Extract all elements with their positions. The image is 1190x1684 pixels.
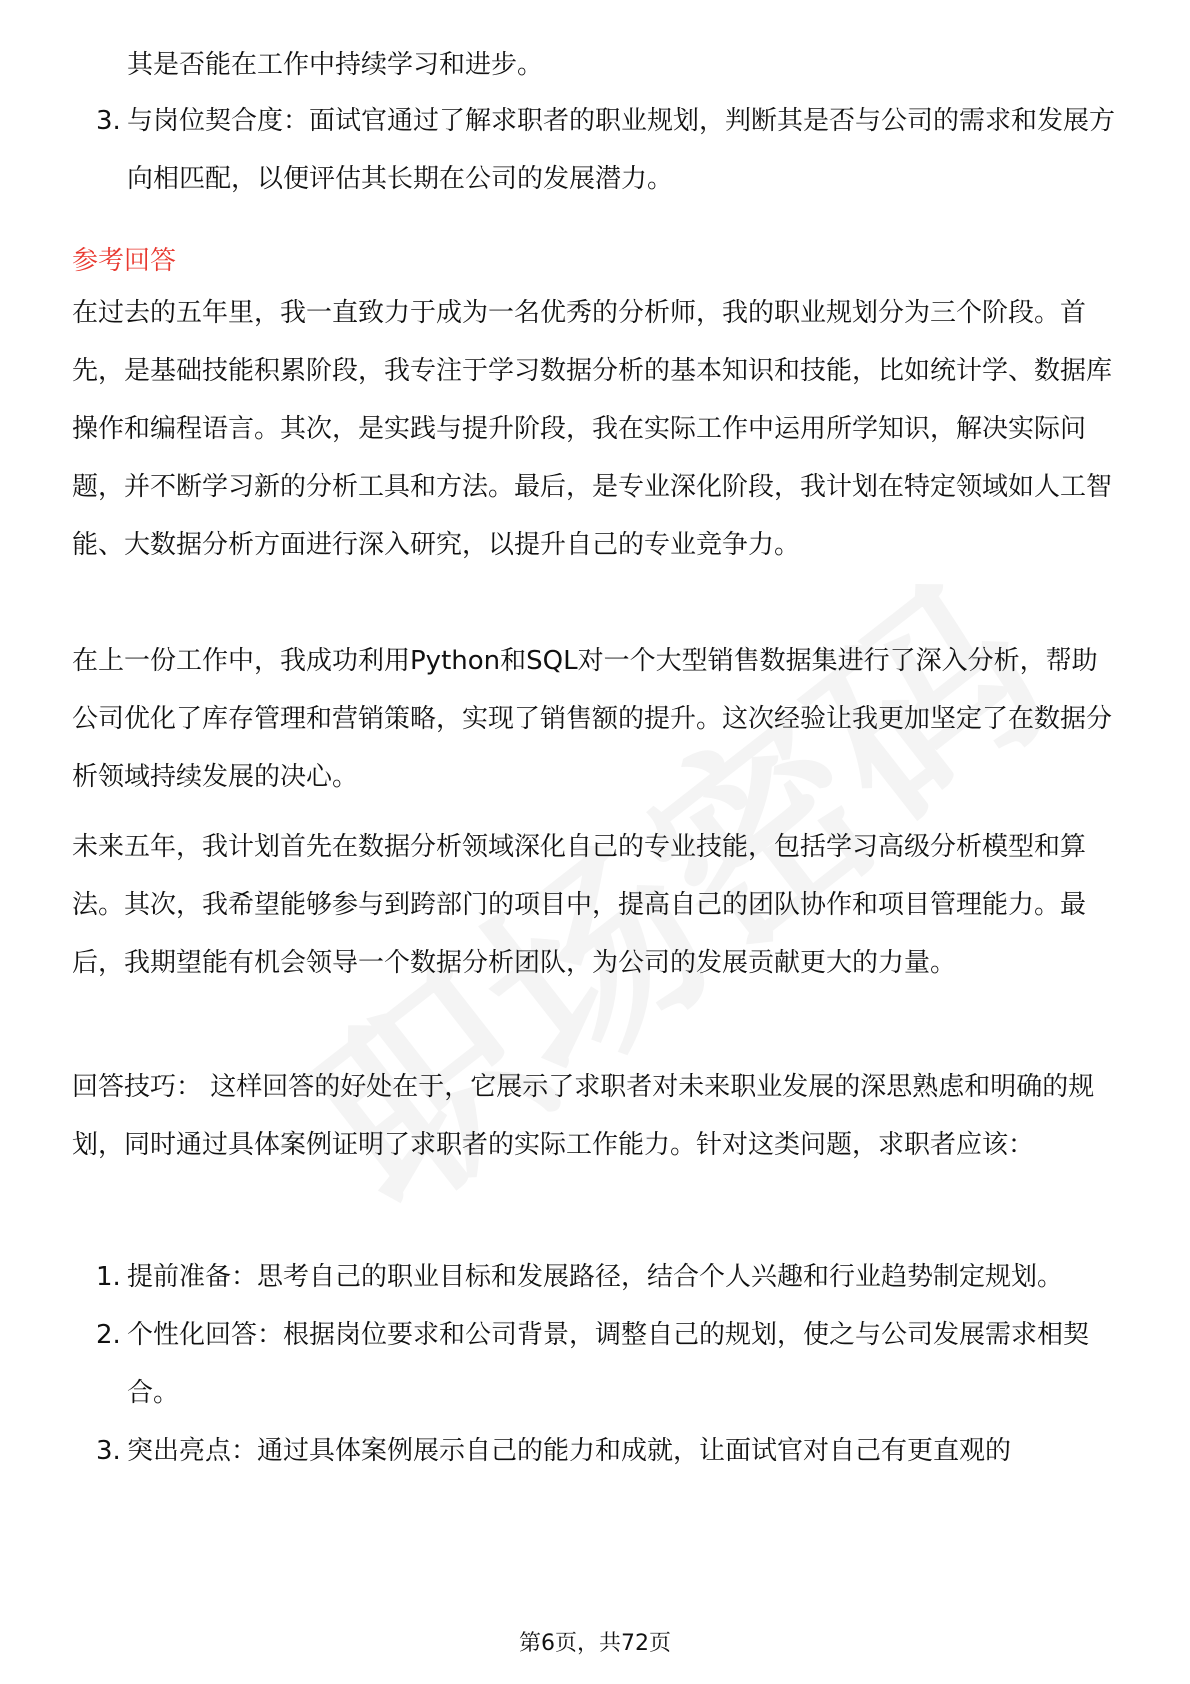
list-number: 1. xyxy=(96,1262,121,1292)
list-item-text: 与岗位契合度：面试官通过了解求职者的职业规划，判断其是否与公司的需求和发展方向相匹配，以便评估其长期在公司的发展潜力。 xyxy=(127,106,1116,194)
answer-paragraph-1: 在过去的五年里，我一直致力于成为一名优秀的分析师，我的职业规划分为三个阶段。首先，是基础技能积累阶段，我专注于学习数据分析的基本知识和技能，比如统计学、数据库操作和编程语言。其次，是实践与提升阶段，我在实际工作中运用所学知识，解决实际问题，并不断学习新的分析工具和方法。最后，是专业深化阶段，我计划在特定领域如人工智能、大数据分析方面进行深入研究，以提升自己的专业竞争力。 xyxy=(72,298,1113,560)
list-item-text: 突出亮点：通过具体案例展示自己的能力和成就，让面试官对自己有更直观的 xyxy=(127,1436,1012,1466)
list-number: 3. xyxy=(96,1436,121,1466)
list-item-text: 个性化回答：根据岗位要求和公司背景，调整自己的规划，使之与公司发展需求相契合。 xyxy=(127,1320,1090,1408)
list-item xyxy=(72,92,1117,208)
tips-list xyxy=(72,1248,1117,1480)
answer-paragraph-3: 未来五年，我计划首先在数据分析领域深化自己的专业技能，包括学习高级分析模型和算法。其次，我希望能够参与到跨部门的项目中，提高自己的团队协作和项目管理能力。最后，我期望能有机会领导一个数据分析团队，为公司的发展贡献更大的力量。 xyxy=(72,832,1087,978)
list-item xyxy=(72,1306,1117,1422)
list-number: 2. xyxy=(96,1320,121,1350)
list-number: 3. xyxy=(96,106,121,136)
tips-intro-paragraph: 回答技巧： 这样回答的好处在于，它展示了求职者对未来职业发展的深思熟虑和明确的规划，同时通过具体案例证明了求职者的实际工作能力。针对这类问题，求职者应该： xyxy=(72,1072,1095,1160)
page-footer: 第6页，共72页 xyxy=(519,1631,671,1656)
answer-paragraph-2: 在上一份工作中，我成功利用Python和SQL对一个大型销售数据集进行了深入分析，帮助公司优化了库存管理和营销策略，实现了销售额的提升。这次经验让我更加坚定了在数据分析领域持续发展的决心。 xyxy=(72,646,1113,792)
list-item xyxy=(72,1422,1117,1480)
list-item xyxy=(72,1248,1117,1306)
criteria-list xyxy=(72,92,1117,208)
section-heading: 参考回答 xyxy=(72,246,177,276)
intro-continuation: 其是否能在工作中持续学习和进步。 xyxy=(127,50,544,80)
list-item-text: 提前准备：思考自己的职业目标和发展路径，结合个人兴趣和行业趋势制定规划。 xyxy=(127,1262,1064,1292)
